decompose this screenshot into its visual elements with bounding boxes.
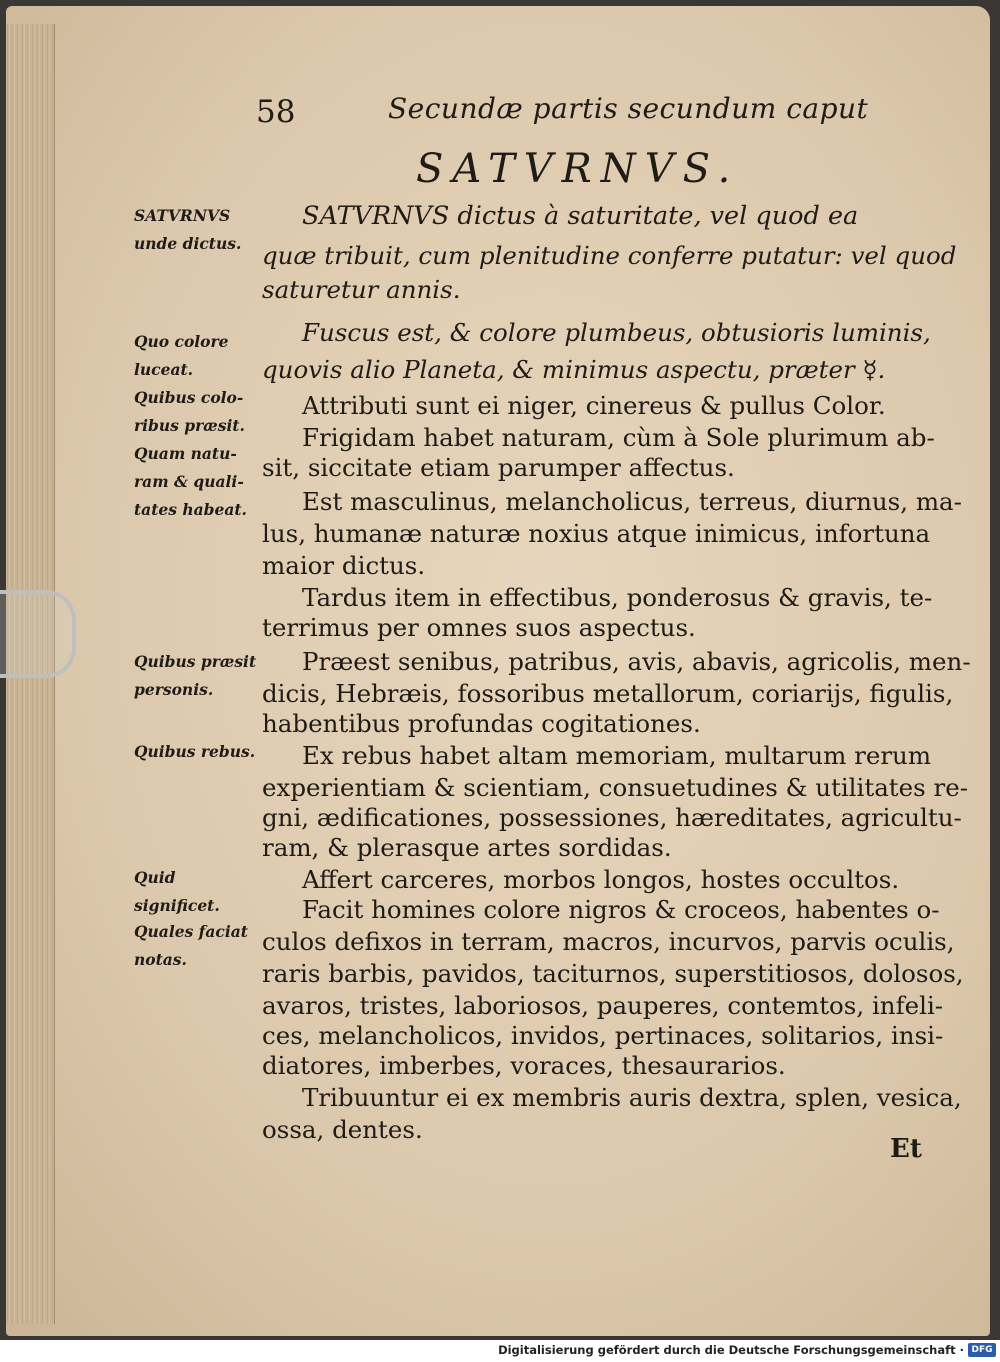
text-line: diatores, imberbes, voraces, thesaurarios. [262,1051,786,1080]
text-line: Frigidam habet naturam, cùm à Sole plurimum ab- [302,423,935,452]
text-line: ram, & plerasque artes sordidas. [262,833,672,862]
margin-note: Quibus colo- ribus præsit. [134,388,245,435]
book-page [6,6,990,1336]
text-line: Ex rebus habet altam memoriam, multarum rerum [302,741,932,770]
text-line: terrimus per omnes suos aspectus. [262,613,696,642]
text-line: Fuscus est, & colore plumbeus, obtusioris luminis, [302,318,931,347]
text-line: quæ tribuit, cum plenitudine conferre putatur: vel quod [262,241,957,270]
footer-bar [0,1340,1000,1362]
margin-note: SATVRNVS unde dictus. [134,206,242,253]
text-line: gni, ædificationes, possessiones, hæreditates, agricultu- [262,803,962,832]
text-line: saturetur annis. [262,275,461,304]
margin-note: Quales faciat notas. [134,922,248,969]
catchword: Et [890,1134,922,1164]
text-line: habentibus profundas cogitationes. [262,709,701,738]
text-line: lus, humanæ naturæ noxius atque inimicus, infortuna [262,519,931,548]
text-line: raris barbis, pavidos, taciturnos, superstitiosos, dolosos, [262,959,964,988]
margin-note: Quo colore luceat. [134,332,229,379]
text-line: SATVRNVS dictus à saturitate, vel quod ea [302,201,859,231]
chapter-title: SATVRNVS. [416,146,740,192]
text-line: sit, siccitate etiam parumper affectus. [262,453,735,482]
page-number: 58 [256,94,296,130]
text-line: experientiam & scientiam, consuetudines & utilitates re- [262,773,968,802]
margin-note: Quam natu- ram & quali- tates habeat. [134,444,247,519]
margin-note: Quibus rebus. [134,742,256,761]
text-line: Tardus item in effectibus, ponderosus & gravis, te- [302,583,933,612]
text-line: maior dictus. [262,551,426,580]
text-line: Tribuuntur ei ex membris auris dextra, splen, vesica, [302,1083,962,1112]
text-line: avaros, tristes, laboriosos, pauperes, contemtos, infeli- [262,991,944,1020]
running-head: Secundæ partis secundum caput [388,92,869,125]
margin-note: Quid significet. [134,868,220,915]
footer-credit: Digitalisierung gefördert durch die Deutsche Forschungsgemeinschaft · [498,1343,964,1357]
text-line: Est masculinus, melancholicus, terreus, diurnus, ma- [302,487,962,516]
page-clip [0,590,76,678]
text-line: Facit homines colore nigros & croceos, habentes o- [302,895,940,924]
text-line: ossa, dentes. [262,1115,423,1144]
text-line: ces, melancholicos, invidos, pertinaces, solitarios, insi- [262,1021,944,1050]
margin-note: Quibus præsit personis. [134,652,257,699]
text-line: quovis alio Planeta, & minimus aspectu, præter ☿. [262,355,886,384]
text-line: culos defixos in terram, macros, incurvos, parvis oculis, [262,927,955,956]
text-line: Præest senibus, patribus, avis, abavis, agricolis, men- [302,647,971,676]
text-line: dicis, Hebræis, fossoribus metallorum, coriarijs, figulis, [262,679,954,708]
text-line: Affert carceres, morbos longos, hostes occultos. [302,865,900,894]
dfg-logo-icon: DFG [968,1343,996,1357]
text-line: Attributi sunt ei niger, cinereus & pullus Color. [302,391,886,420]
